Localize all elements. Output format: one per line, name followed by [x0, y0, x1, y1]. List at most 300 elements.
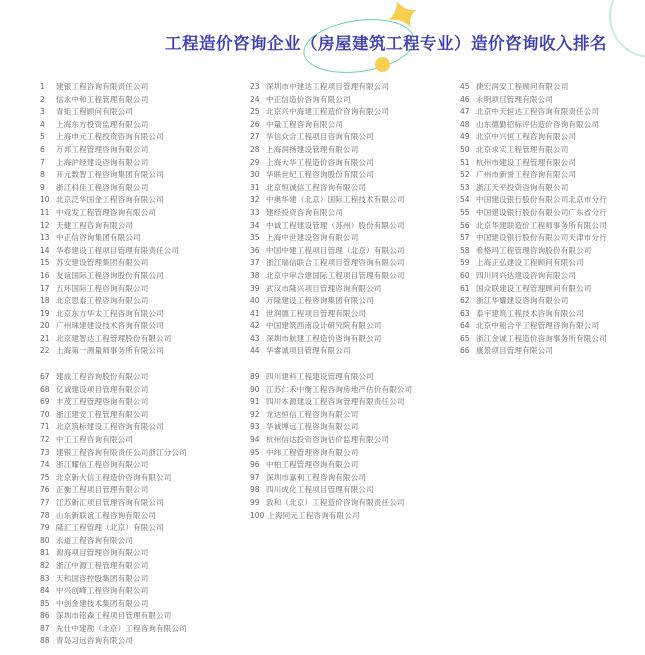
rank-number: 83 — [40, 573, 50, 583]
list-item — [250, 131, 405, 144]
company-name: 正衡工程项目管理有限公司 — [56, 485, 149, 495]
list-item — [40, 182, 179, 195]
rank-number: 9 — [40, 182, 45, 192]
list-item — [460, 157, 607, 170]
rank-number: 89 — [250, 372, 260, 381]
list-item — [250, 447, 412, 460]
list-item — [40, 434, 187, 447]
rank-number: 77 — [40, 497, 50, 507]
rank-number: 58 — [460, 245, 470, 255]
rank-number: 44 — [250, 346, 260, 356]
ranking-column-top-right — [460, 81, 607, 358]
company-name: 丰茂工程管理咨询有限公司 — [56, 397, 149, 407]
company-name: 杭州市建设工程管理有限公司 — [476, 157, 577, 167]
list-item — [250, 421, 412, 434]
list-item — [40, 131, 179, 144]
ranking-column-bottom-middle — [250, 371, 412, 522]
rank-number: 92 — [250, 409, 260, 419]
rank-number: 48 — [460, 119, 470, 129]
list-item — [40, 94, 179, 107]
company-name: 中国建设银行股份有限公司北京市分行 — [476, 195, 607, 205]
rank-number: 52 — [460, 170, 470, 180]
list-item — [460, 81, 607, 94]
company-name: 上海润扬建设管理有限公司 — [266, 144, 359, 154]
company-name: 四川成化工程项目管理有限公司 — [266, 485, 374, 495]
list-item — [40, 106, 179, 119]
rank-number: 82 — [40, 560, 50, 570]
company-name: 隆汇工程管理（北京）有限公司 — [56, 523, 164, 533]
rank-number: 23 — [250, 82, 260, 91]
list-item — [250, 510, 412, 523]
rank-number: 14 — [40, 245, 50, 255]
company-name: 北京东方华太工程咨询有限公司 — [56, 308, 164, 318]
list-item — [250, 308, 405, 321]
company-name: 北京中天恒达工程咨询有限责任公司 — [476, 107, 600, 117]
list-item — [40, 333, 179, 346]
list-item — [460, 182, 607, 195]
company-name: 浙江科佳工程咨询有限公司 — [56, 182, 149, 192]
list-item — [40, 295, 179, 308]
list-item — [40, 220, 179, 233]
company-name: 泰宇建筑工程技术咨询有限公司 — [476, 308, 584, 318]
rank-number: 72 — [40, 434, 50, 444]
list-item — [40, 610, 187, 623]
company-name: 上海同元工程咨询有限公司 — [267, 510, 360, 520]
company-name: 上海申元工程投资咨询有限公司 — [56, 132, 164, 142]
company-name: 浙江华耀建设咨询有限公司 — [476, 296, 569, 306]
list-item — [250, 396, 412, 409]
list-item — [250, 232, 405, 245]
list-item — [40, 573, 187, 586]
list-item — [250, 194, 405, 207]
rank-number: 62 — [460, 296, 470, 306]
company-name: 上海沪经建设咨询有限公司 — [56, 157, 149, 167]
list-item — [460, 106, 607, 119]
company-name: 中诚工程建设管理（苏州）股份有限公司 — [266, 220, 405, 230]
list-item — [460, 207, 607, 220]
rank-number: 3 — [40, 107, 45, 117]
rank-number: 88 — [40, 636, 50, 646]
rank-number: 73 — [40, 447, 50, 457]
rank-number: 95 — [250, 447, 260, 457]
list-item — [250, 157, 405, 170]
company-name: 建成工程咨询股份有限公司 — [56, 372, 149, 381]
company-name: 北京中审合建国际工程项目管理有限公司 — [266, 270, 405, 280]
company-name: 万邦工程管理咨询有限公司 — [56, 144, 149, 154]
rank-number: 53 — [460, 182, 470, 192]
rank-number: 40 — [250, 296, 260, 306]
company-name: 浙江瑞信联合工程项目管理咨询有限公司 — [266, 258, 405, 268]
company-name: 华联世纪工程咨询股份有限公司 — [266, 170, 374, 180]
rank-number: 94 — [250, 434, 260, 444]
rank-number: 39 — [250, 283, 260, 293]
company-name: 天和国咨控股集团有限公司 — [56, 573, 149, 583]
rank-number: 47 — [460, 107, 470, 117]
company-name: 先仕中建勘（北京）工程咨询有限公司 — [56, 623, 187, 633]
list-item — [40, 547, 187, 560]
list-item — [250, 434, 412, 447]
list-item — [40, 459, 187, 472]
company-name: 山东德勤招标评估造价咨询有限公司 — [476, 119, 600, 129]
company-name: 四川建科工程建设管理有限公司 — [266, 372, 374, 381]
list-item — [460, 94, 607, 107]
rank-number: 91 — [250, 397, 260, 407]
company-name: 中量工程咨询有限公司 — [266, 119, 343, 129]
company-name: 北京泛华国金工程咨询有限公司 — [56, 195, 164, 205]
list-item — [250, 207, 405, 220]
list-item — [40, 522, 187, 535]
list-item — [40, 447, 187, 460]
rank-number: 4 — [40, 119, 45, 129]
company-name: 中奥华建（北京）国际工程技术有限公司 — [266, 195, 405, 205]
rank-number: 34 — [250, 220, 260, 230]
company-name: 信永中和工程管理有限公司 — [56, 94, 149, 104]
rank-number: 27 — [250, 132, 260, 142]
company-name: 开元数智工程咨询集团有限公司 — [56, 170, 164, 180]
list-item — [40, 81, 179, 94]
company-name: 中纬工程管理咨询有限公司 — [266, 447, 359, 457]
company-name: 北京新大信工程造价咨询有限公司 — [56, 472, 172, 482]
rank-number: 74 — [40, 460, 50, 470]
rank-number: 54 — [460, 195, 470, 205]
list-item — [40, 257, 179, 270]
list-item — [40, 371, 187, 384]
company-name: 世润德工程项目管理有限公司 — [266, 308, 367, 318]
list-item — [250, 345, 405, 358]
list-item — [250, 169, 405, 182]
rank-number: 60 — [460, 270, 470, 280]
company-name: 敦和（北京）工程造价咨询有限责任公司 — [266, 497, 405, 507]
list-item — [250, 81, 405, 94]
rank-number: 63 — [460, 308, 470, 318]
list-item — [40, 345, 179, 358]
list-item — [40, 283, 179, 296]
company-name: 上海第一测量师事务所有限公司 — [56, 346, 164, 356]
company-name: 华诚博远工程咨询有限公司 — [266, 422, 359, 432]
rank-number: 41 — [250, 308, 260, 318]
company-name: 浙江中源工程管理有限公司 — [56, 560, 149, 570]
rank-number: 30 — [250, 170, 260, 180]
rank-number: 33 — [250, 207, 260, 217]
rank-number: 37 — [250, 258, 260, 268]
rank-number: 22 — [40, 346, 50, 356]
list-item — [40, 308, 179, 321]
company-name: 北京恒诚信工程咨询有限公司 — [266, 182, 367, 192]
company-name: 万隆建设工程咨询集团有限公司 — [266, 296, 374, 306]
company-name: 华信众合工程项目咨询有限公司 — [266, 132, 374, 142]
list-item — [460, 131, 607, 144]
list-item — [250, 94, 405, 107]
list-item — [40, 169, 179, 182]
company-name: 中柏工程管理咨询有限公司 — [266, 460, 359, 470]
list-item — [40, 232, 179, 245]
company-name: 友谊国际工程咨询股份有限公司 — [56, 270, 164, 280]
rank-number: 13 — [40, 233, 50, 243]
rank-number: 65 — [460, 333, 470, 343]
rank-number: 57 — [460, 233, 470, 243]
company-name: 深圳市嘉利工程咨询有限公司 — [266, 472, 367, 482]
rank-number: 36 — [250, 245, 260, 255]
company-name: 华睿诚项目管理有限公司 — [266, 346, 351, 356]
list-item — [460, 194, 607, 207]
rank-number: 32 — [250, 195, 260, 205]
company-name: 亿诚建设项目管理有限公司 — [56, 384, 149, 394]
rank-number: 86 — [40, 611, 50, 621]
company-name: 建银工程咨询有限责任公司浙江分公司 — [56, 447, 187, 457]
list-item — [40, 119, 179, 132]
list-item — [40, 157, 179, 170]
rank-number: 8 — [40, 170, 45, 180]
list-item — [250, 283, 405, 296]
company-name: 杭州信达投资咨询估价监理有限公司 — [266, 434, 390, 444]
ranking-column-bottom-left — [40, 371, 187, 648]
rank-number: 49 — [460, 132, 470, 142]
rank-number: 29 — [250, 157, 260, 167]
company-name: 北京建智达工程管理股份有限公司 — [56, 333, 172, 343]
list-item — [460, 232, 607, 245]
list-item — [250, 333, 405, 346]
company-name: 中正信咨询集团有限公司 — [56, 233, 141, 243]
list-item — [460, 308, 607, 321]
list-item — [460, 220, 607, 233]
list-item — [250, 270, 405, 283]
list-item — [40, 409, 187, 422]
rank-number: 81 — [40, 548, 50, 558]
rank-number: 25 — [250, 107, 260, 117]
list-item — [250, 295, 405, 308]
yellow-dot-icon — [375, 57, 390, 72]
company-name: 源海项目管理咨询有限公司 — [56, 548, 149, 558]
company-name: 北京思泰工程咨询有限公司 — [56, 296, 149, 306]
rank-number: 5 — [40, 132, 45, 142]
list-item — [40, 384, 187, 397]
rank-number: 45 — [460, 82, 470, 91]
rank-number: 50 — [460, 144, 470, 154]
rank-number: 97 — [250, 472, 260, 482]
list-item — [250, 472, 412, 485]
rank-number: 78 — [40, 510, 50, 520]
list-item — [40, 635, 187, 648]
list-item — [40, 497, 187, 510]
company-name: 北京中兴恒工程咨询有限公司 — [476, 132, 577, 142]
list-item — [40, 396, 187, 409]
list-item — [40, 245, 179, 258]
rank-number: 84 — [40, 586, 50, 596]
company-name: 华春建设工程项目管理有限责任公司 — [56, 245, 180, 255]
company-name: 希格玛工程管理咨询股份有限公司 — [476, 245, 592, 255]
list-item — [250, 484, 412, 497]
rank-number: 20 — [40, 321, 50, 331]
rank-number: 2 — [40, 94, 45, 104]
list-item — [40, 560, 187, 573]
list-item — [40, 535, 187, 548]
company-name: 上海正弘建设工程顾问有限公司 — [476, 258, 584, 268]
rank-number: 79 — [40, 523, 50, 533]
rank-number: 90 — [250, 384, 260, 394]
rank-number: 24 — [250, 94, 260, 104]
company-name: 永明项目管理有限公司 — [476, 94, 553, 104]
company-name: 北京华建联造价工程师事务所有限公司 — [476, 220, 607, 230]
rank-number: 16 — [40, 270, 50, 280]
list-item — [250, 220, 405, 233]
rank-number: 66 — [460, 346, 470, 356]
company-name: 中国建筑西南设计研究院有限公司 — [266, 321, 382, 331]
company-name: 康景项目管理有限公司 — [476, 346, 553, 356]
corner-green-ring-icon — [609, 0, 645, 58]
rank-number: 38 — [250, 270, 260, 280]
rank-number: 19 — [40, 308, 50, 318]
list-item — [40, 585, 187, 598]
list-item — [460, 257, 607, 270]
rank-number: 99 — [250, 497, 260, 507]
rank-number: 42 — [250, 321, 260, 331]
rank-number: 68 — [40, 384, 50, 394]
company-name: 深圳市航建工程造价咨询有限公司 — [266, 333, 382, 343]
list-item — [40, 144, 179, 157]
company-name: 山东新联谊工程咨询有限公司 — [56, 510, 157, 520]
rank-number: 69 — [40, 397, 50, 407]
company-name: 中国建设银行股份有限公司天津市分行 — [476, 233, 607, 243]
company-name: 上海中世建设咨询有限公司 — [266, 233, 359, 243]
rank-number: 26 — [250, 119, 260, 129]
list-item — [250, 245, 405, 258]
company-name: 浙江天平投资咨询有限公司 — [476, 182, 569, 192]
company-name: 天健工程咨询有限公司 — [56, 220, 133, 230]
company-name: 北京求实工程管理有限公司 — [476, 144, 569, 154]
company-name: 北京兴中海建工程造价咨询有限公司 — [266, 107, 390, 117]
company-name: 中正信造价咨询有限公司 — [266, 94, 351, 104]
company-name: 青矩工程顾问有限公司 — [56, 107, 133, 117]
rank-number: 46 — [460, 94, 470, 104]
company-name: 龙达恒信工程咨询有限公司 — [266, 409, 359, 419]
company-name: 江苏新汇项目管理咨询有限公司 — [56, 497, 164, 507]
company-name: 浙江建安工程管理有限公司 — [56, 409, 149, 419]
list-item — [40, 472, 187, 485]
rank-number: 43 — [250, 333, 260, 343]
rank-number: 67 — [40, 372, 50, 381]
rank-number: 98 — [250, 485, 260, 495]
rank-number: 93 — [250, 422, 260, 432]
company-name: 浙江耀信工程咨询有限公司 — [56, 460, 149, 470]
company-name: 建经投资咨询有限公司 — [266, 207, 343, 217]
company-name: 建银工程咨询有限责任公司 — [56, 82, 149, 91]
list-item — [460, 333, 607, 346]
company-name: 青岛习远咨询有限公司 — [56, 636, 133, 646]
rank-number: 80 — [40, 535, 50, 545]
list-item — [250, 182, 405, 195]
company-name: 上海东方投资监理有限公司 — [56, 119, 149, 129]
list-item — [250, 257, 405, 270]
list-item — [40, 421, 187, 434]
list-item — [460, 283, 607, 296]
list-item — [40, 623, 187, 636]
rank-number: 31 — [250, 182, 260, 192]
list-item — [40, 510, 187, 523]
list-item — [250, 459, 412, 472]
company-name: 中创金建技术集团有限公司 — [56, 598, 149, 608]
company-name: 捷宏润安工程顾问有限公司 — [476, 82, 569, 91]
rank-number: 55 — [460, 207, 470, 217]
list-item — [460, 270, 607, 283]
rank-number: 12 — [40, 220, 50, 230]
yellow-flower-icon — [383, 0, 429, 34]
company-name: 深圳市铭森工程项目管理有限公司 — [56, 611, 172, 621]
rank-number: 15 — [40, 258, 50, 268]
company-name: 广州市新誉工程咨询有限公司 — [476, 170, 577, 180]
rank-number: 100 — [250, 510, 265, 520]
rank-number: 18 — [40, 296, 50, 306]
rank-number: 6 — [40, 144, 45, 154]
company-name: 国众联建设工程管理顾问有限公司 — [476, 283, 592, 293]
company-name: 武汉市隆兴项目管理咨询有限公司 — [266, 283, 382, 293]
list-item — [250, 371, 412, 384]
rank-number: 87 — [40, 623, 50, 633]
rank-number: 28 — [250, 144, 260, 154]
company-name: 上海大华工程造价咨询有限公司 — [266, 157, 374, 167]
rank-number: 85 — [40, 598, 50, 608]
rank-number: 96 — [250, 460, 260, 470]
rank-number: 17 — [40, 283, 50, 293]
company-name: 北京筑标建设工程咨询有限公司 — [56, 422, 164, 432]
list-item — [460, 320, 607, 333]
rank-number: 11 — [40, 207, 50, 217]
company-name: 中国建设银行股份有限公司广东省分行 — [476, 207, 607, 217]
company-name: 江苏仁禾中衡工程咨询房地产估价有限公司 — [266, 384, 413, 394]
list-item — [460, 144, 607, 157]
company-name: 广州珠建建设技术咨询有限公司 — [56, 321, 164, 331]
company-name: 中兴创峰工程咨询有限公司 — [56, 586, 149, 596]
company-name: 五环国际工程咨询有限公司 — [56, 283, 149, 293]
list-item — [40, 270, 179, 283]
ranking-column-top-left — [40, 81, 179, 358]
rank-number: 64 — [460, 321, 470, 331]
list-item — [250, 320, 405, 333]
company-name: 苏安建设管理集团有限公司 — [56, 258, 149, 268]
rank-number: 70 — [40, 409, 50, 419]
company-name: 四川本源建设工程咨询管理有限责任公司 — [266, 397, 405, 407]
list-item — [250, 106, 405, 119]
list-item — [460, 295, 607, 308]
rank-number: 61 — [460, 283, 470, 293]
company-name: 浙江金诚工程造价咨询事务所有限公司 — [476, 333, 607, 343]
company-name: 北京中船合平工程管理咨询有限公司 — [476, 321, 600, 331]
list-item — [40, 194, 179, 207]
rank-number: 75 — [40, 472, 50, 482]
list-item — [250, 497, 412, 510]
list-item — [250, 119, 405, 132]
list-item — [460, 169, 607, 182]
list-item — [250, 384, 412, 397]
rank-number: 51 — [460, 157, 470, 167]
company-name: 中国中建工程项目管理（北京）有限公司 — [266, 245, 405, 255]
company-name: 中工工程咨询有限公司 — [56, 434, 133, 444]
rank-number: 56 — [460, 220, 470, 230]
company-name: 永道工程咨询有限公司 — [56, 535, 133, 545]
rank-number: 10 — [40, 195, 50, 205]
rank-number: 71 — [40, 422, 50, 432]
rank-number: 21 — [40, 333, 50, 343]
page-title: 工程造价咨询企业（房屋建筑工程专业）造价咨询收入排名 — [165, 34, 607, 53]
rank-number: 59 — [460, 258, 470, 268]
list-item — [40, 207, 179, 220]
list-item — [40, 598, 187, 611]
rank-number: 1 — [40, 82, 45, 91]
rank-number: 76 — [40, 485, 50, 495]
rank-number: 35 — [250, 233, 260, 243]
list-item — [250, 144, 405, 157]
company-name: 深圳市中建达工程项目管理有限公司 — [266, 82, 390, 91]
list-item — [460, 119, 607, 132]
